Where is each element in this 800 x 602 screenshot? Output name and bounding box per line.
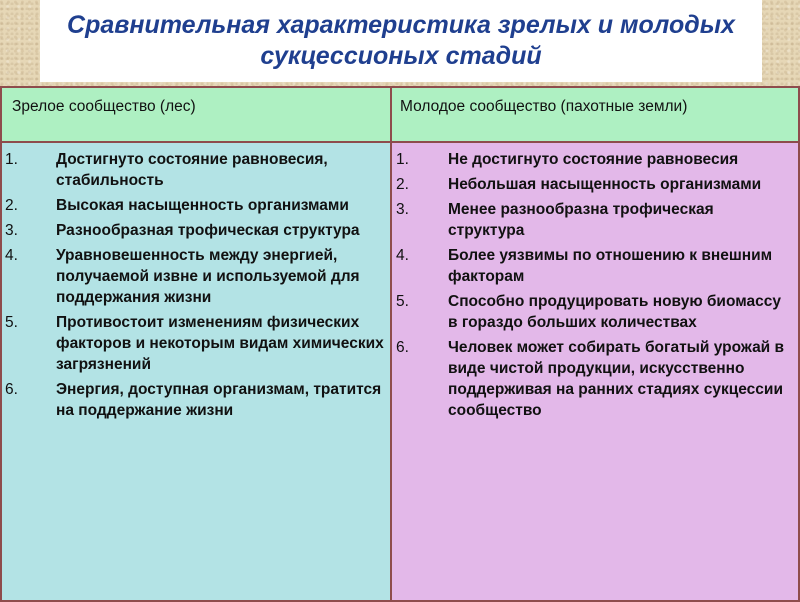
item-number: 4. xyxy=(5,247,18,264)
item-number: 2. xyxy=(5,197,18,214)
title-box xyxy=(40,0,762,82)
item-number: 3. xyxy=(5,222,18,239)
slide-title: Сравнительная характеристика зрелых и молодых сукцессионых стадий xyxy=(67,11,735,70)
item-text: Способно продуцировать новую биомассу в гораздо больших количествах xyxy=(448,293,781,331)
item-number: 1. xyxy=(396,151,409,168)
item-text: Достигнуто состояние равновесия, стабильность xyxy=(56,151,328,189)
left-header-cell xyxy=(0,86,392,143)
left-header: Зрелое сообщество (лес) xyxy=(12,98,196,115)
item-number: 5. xyxy=(396,293,409,310)
comparison-table xyxy=(0,86,800,600)
item-text: Разнообразная трофическая структура xyxy=(56,222,360,239)
list-item xyxy=(392,337,794,421)
left-list xyxy=(2,149,388,425)
list-item xyxy=(2,245,388,308)
item-text: Противостоит изменениям физических факторов и некоторым видам химических загрязнений xyxy=(56,314,384,373)
list-item xyxy=(2,379,388,421)
right-list xyxy=(392,149,794,425)
right-header-cell xyxy=(390,86,800,143)
left-body-cell xyxy=(0,141,392,602)
right-body-cell xyxy=(390,141,800,602)
list-item xyxy=(2,312,388,375)
item-text: Человек может собирать богатый урожай в виде чистой продукции, искусственно поддерживая на ранних стадиях сукцессии сообщество xyxy=(448,339,785,419)
item-text: Энергия, доступная организмам, тратится на поддержание жизни xyxy=(56,381,382,419)
item-number: 6. xyxy=(5,381,18,398)
item-text: Уравновешенность между энергией, получаемой извне и используемой для поддержания жизни xyxy=(56,247,360,306)
item-text: Не достигнуто состояние равновесия xyxy=(448,151,739,168)
item-number: 6. xyxy=(396,339,409,356)
list-item xyxy=(392,291,794,333)
list-item xyxy=(392,149,794,170)
right-header: Молодое сообщество (пахотные земли) xyxy=(400,98,688,115)
item-text: Менее разнообразна трофическая структура xyxy=(448,201,714,239)
item-number: 1. xyxy=(5,151,18,168)
item-text: Более уязвимы по отношению к внешним факторам xyxy=(448,247,773,285)
item-text: Высокая насыщенность организмами xyxy=(56,197,349,214)
list-item xyxy=(2,195,388,216)
item-number: 3. xyxy=(396,201,409,218)
list-item xyxy=(392,174,794,195)
list-item xyxy=(2,149,388,191)
item-number: 5. xyxy=(5,314,18,331)
item-number: 4. xyxy=(396,247,409,264)
list-item xyxy=(392,245,794,287)
item-number: 2. xyxy=(396,176,409,193)
item-text: Небольшая насыщенность организмами xyxy=(448,176,762,193)
list-item xyxy=(2,220,388,241)
list-item xyxy=(392,199,794,241)
